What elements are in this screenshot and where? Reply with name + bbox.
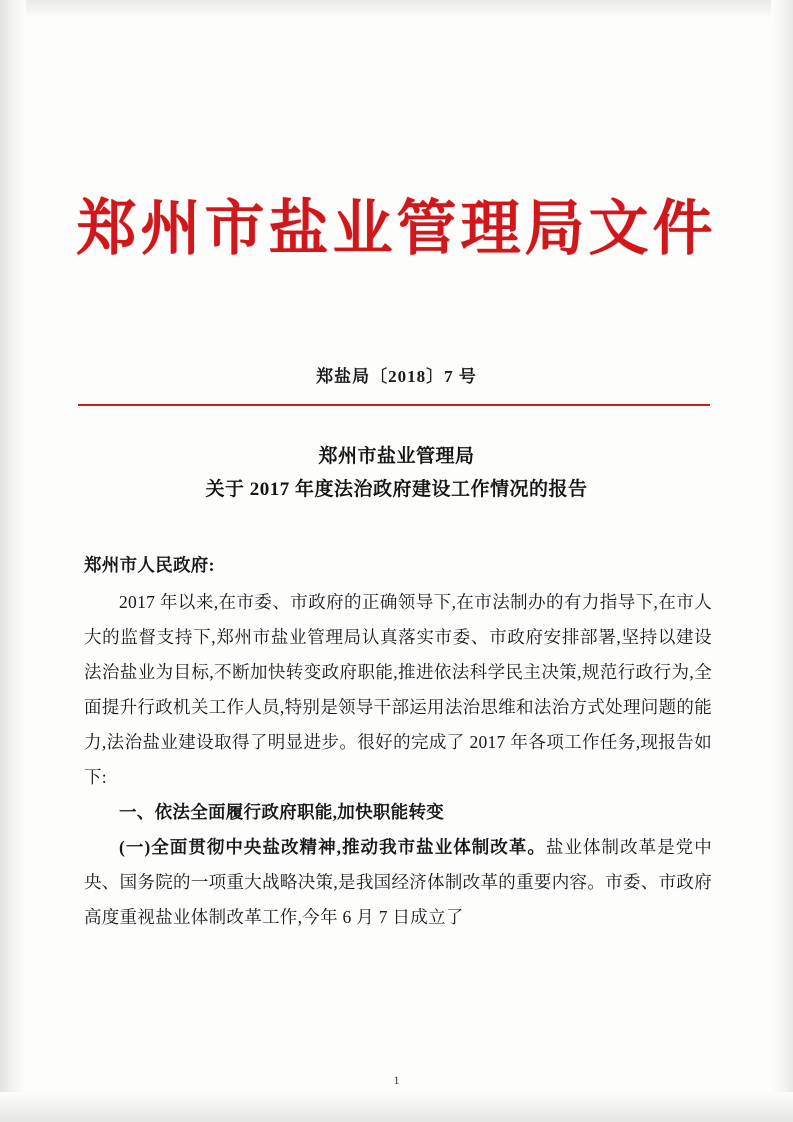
body-paragraph-2-text: 盐业体制改革是党中央、国务院的一项重大战略决策,是我国经济体制改革的重要内容。市委、市政府高度重视盐业体制改革工作,今年 6 月 7 日成立了 xyxy=(84,837,713,927)
document-number: 郑盐局〔2018〕7 号 xyxy=(316,367,477,386)
document-subject xyxy=(0,440,793,507)
section-heading-1: 一、依法全面履行政府职能,加快职能转变 xyxy=(119,802,445,822)
subject-line-issuer: 郑州市盐业管理局 xyxy=(318,446,475,467)
page-number: 1 xyxy=(393,1073,400,1087)
body-paragraph-2 xyxy=(84,830,712,935)
subject-line-topic: 关于 2017 年度法治政府建设工作情况的报告 xyxy=(205,479,588,501)
body-paragraph-1: 2017 年以来,在市委、市政府的正确领导下,在市法制办的有力指导下,在市人大的监督支持下,郑州市盐业管理局认真落实市委、市政府安排部署,坚持以建设法治盐业为目标,不断加快转变政府职能,推进依法科学民主决策,规范行政行为,全面提升行政机关工作人员,特别是领导干部运用法治思维和法治方式处理问题的能力,法治盐业建设取得了明显进步。很好的完成了 2017 年各项工作任务,现报告如下: xyxy=(84,592,712,787)
document-masthead-title: 郑州市盐业管理局文件 xyxy=(76,196,717,262)
red-divider-rule xyxy=(78,404,710,406)
salutation: 郑州市人民政府: xyxy=(84,555,215,575)
document-body xyxy=(84,548,712,935)
body-paragraph-2-lead: (一)全面贯彻中央盐改精神,推动我市盐业体制改革。 xyxy=(119,837,546,857)
